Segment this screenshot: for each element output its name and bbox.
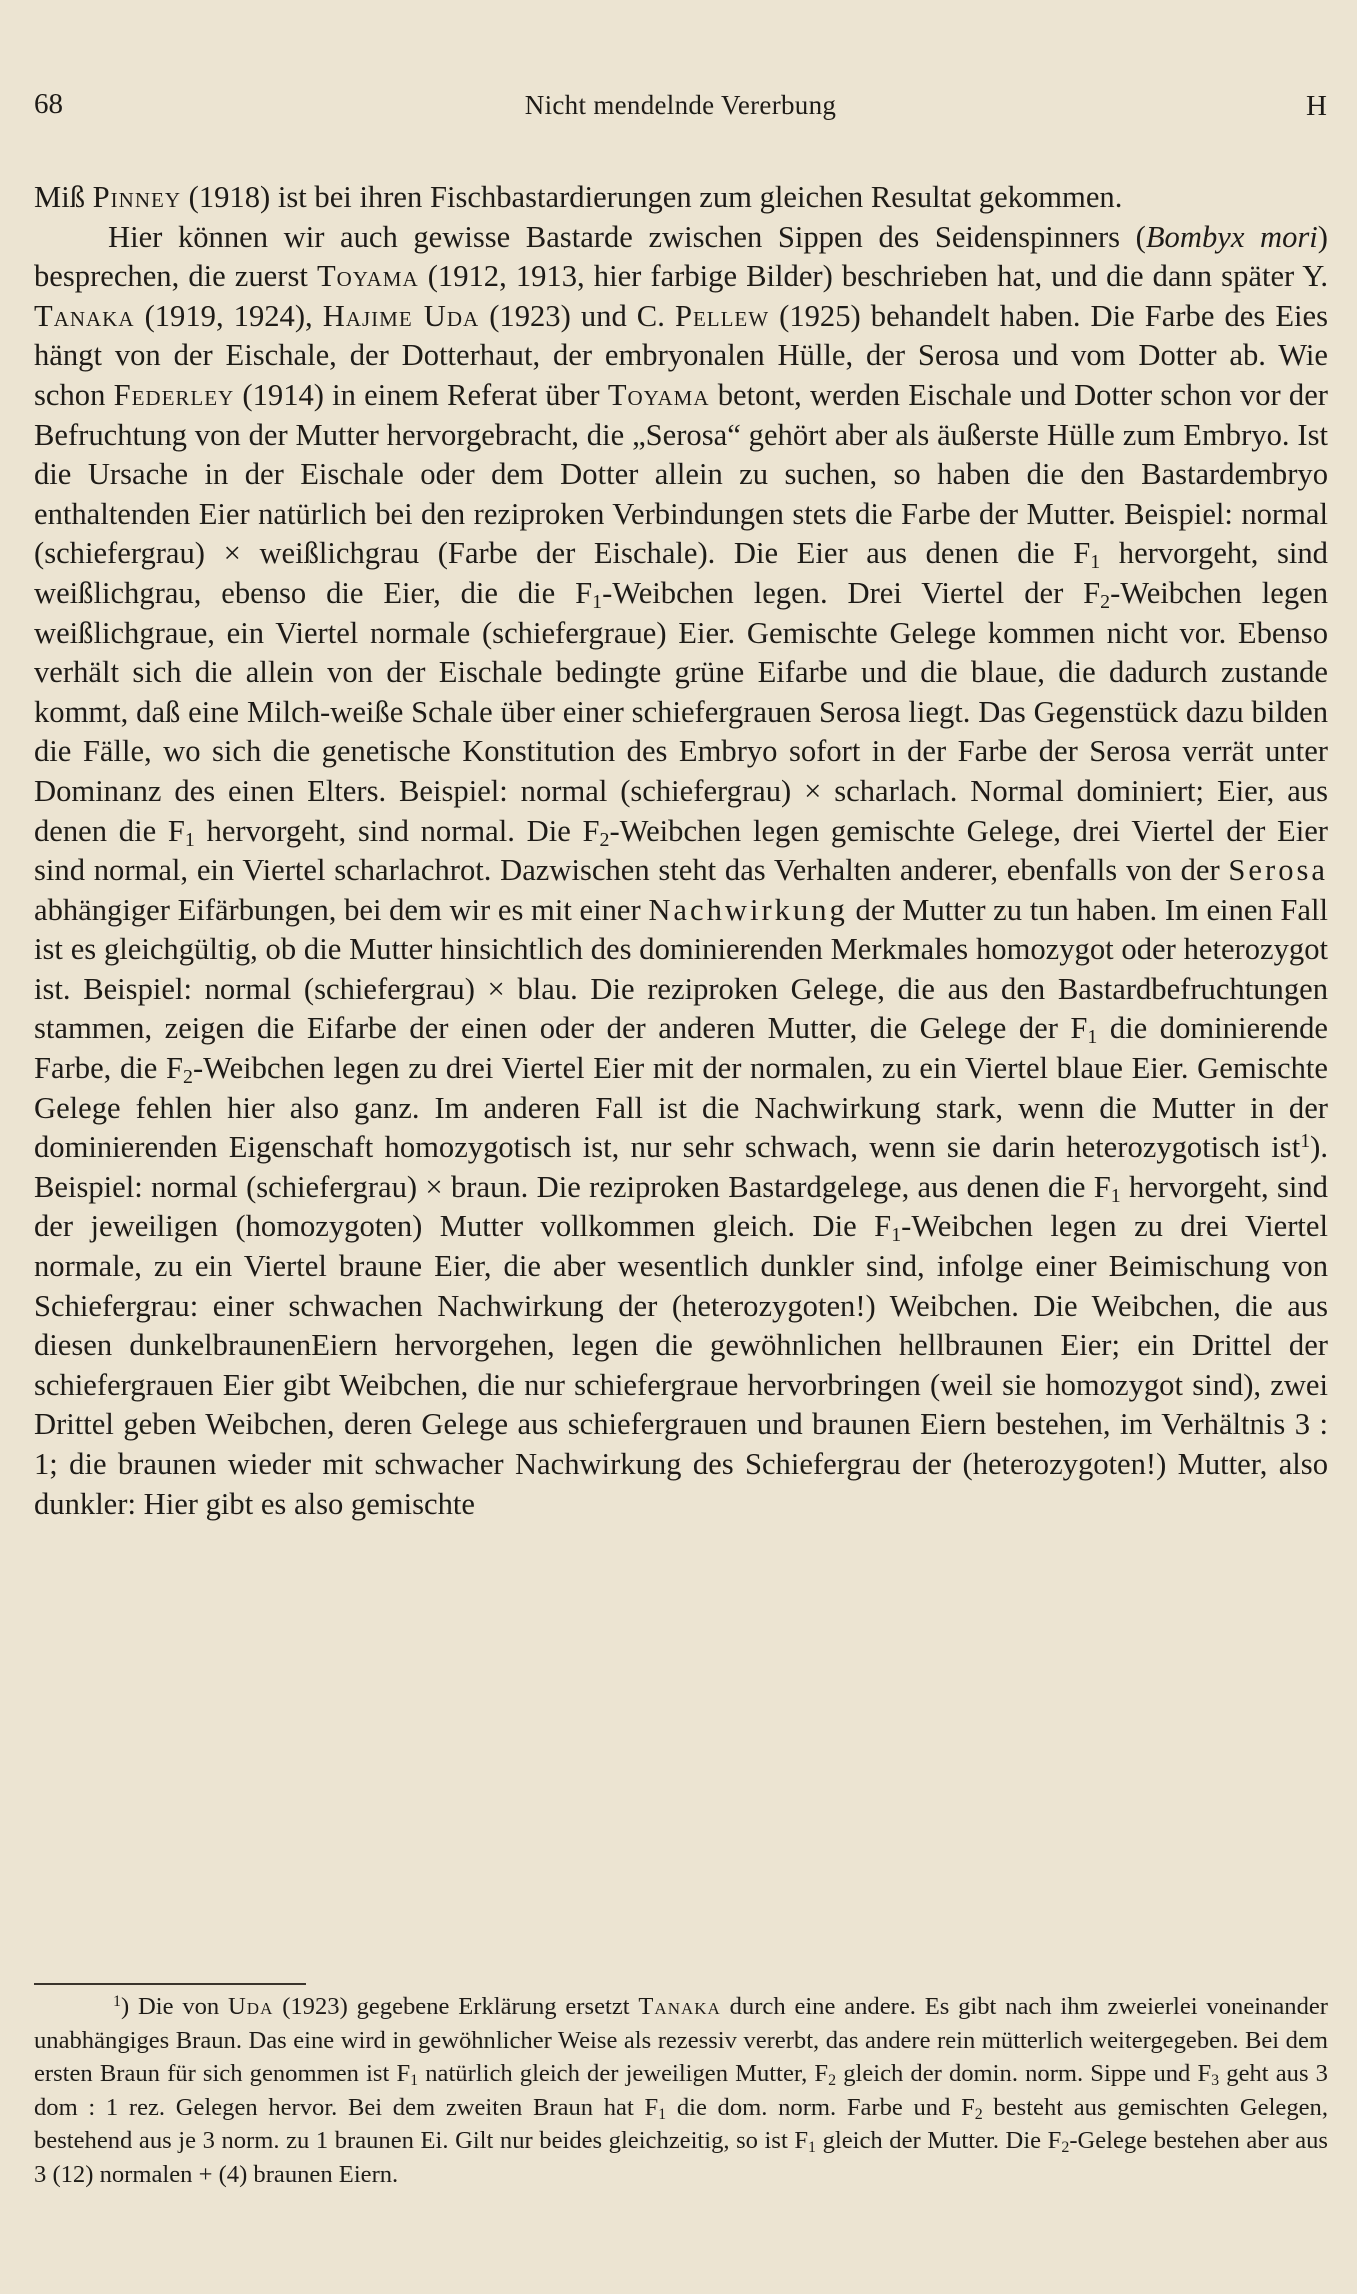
running-title: Nicht mendelnde Vererbung	[524, 90, 837, 120]
paragraph	[34, 218, 1328, 1525]
subscript: 2	[974, 2105, 983, 2123]
footnote-reference[interactable]: 1	[1300, 1130, 1311, 1153]
footnote	[34, 1990, 1328, 2191]
text-run: -Weibchen legen zu drei Viertel Eier mit der normalen, zu ein Viertel blaue Eier. Gemischte Gelege fehlen hier also ganz. Im anderen Fall ist die Nachwirkung stark, wenn die Mutter in der dominierenden Eigenschaft homozygotisch ist, nur sehr schwach, wenn sie darin heterozygotisch ist	[34, 1051, 1328, 1165]
text-run: ) Die von	[121, 1993, 229, 2020]
text-run: -Weibchen legen. Drei Viertel der F	[602, 575, 1101, 610]
footnote-paragraph	[34, 1990, 1328, 2191]
author-name: Toyama	[316, 259, 419, 294]
subscript: 2	[599, 828, 610, 851]
text-run: betont, werden Eischale und Dotter schon vor der Befruchtung von der Mutter hervorgebracht, die „Serosa“ gehört aber als äußerste Hülle zum Embryo. Ist die Ursache in der Eischale oder dem Dotter allein zu suchen, so haben die den Bastardembryo enthaltenden Eier natürlich bei den reziproken Verbindungen stets die Farbe der Mutter. Beispiel: normal (schiefergrau) × weißlichgrau (Farbe der Eischale). Die Eier aus denen die F	[34, 377, 1328, 571]
text-run: die dom. norm. Farbe und F	[666, 2093, 975, 2121]
text-run: ). Beispiel: normal (schiefergrau) × braun. Die reziproken Bastardgelege, aus denen die F	[34, 1130, 1328, 1204]
subscript: 2	[183, 1066, 193, 1089]
text-run: (1914) in einem Referat über	[234, 377, 608, 412]
author-name: Hajime Uda	[322, 298, 480, 333]
text-run: -Weibchen legen zu drei Viertel normale, zu ein Viertel braune Eier, die aber wesentlich dunkler sind, infolge einer Beimischung von Schiefergrau: einer schwachen Nachwirkung der (heterozygoten!) Weibchen. Die Weibchen, die aus diesen dunkelbraunenEiern hervorgehen, legen die gewöhnlichen hellbraunen Eier; ein Drittel der schiefergrauen Eier gibt Weibchen, die nur schiefergraue hervorbringen (weil sie homozygot sind), zwei Drittel geben Weibchen, deren Gelege aus schiefergrauen und braunen Eiern bestehen, im Verhältnis 3 : 1; die braunen wieder mit schwacher Nachwirkung des Schiefergrau der (heterozygoten!) Mutter, also dunkler: Hier gibt es also gemischte	[34, 1209, 1328, 1521]
text-run: hervorgeht, sind normal. Die F	[194, 813, 600, 848]
text-run: (1925) behandelt haben. Die Farbe des Eies hängt von der Eischale, der Dotterhaut, der embryonalen Hülle, der Serosa und vom Dotter ab. Wie schon	[34, 298, 1328, 412]
subscript: 2	[1061, 2138, 1070, 2156]
text-run: (1923) und C.	[479, 298, 675, 333]
text-run: hervorgeht, sind der jeweiligen (homozygoten) Mutter vollkommen gleich. Die F	[34, 1169, 1328, 1244]
author-name: Pellew	[674, 298, 770, 333]
subscript: 1	[891, 1224, 902, 1247]
subscript: 1	[592, 590, 603, 613]
author-name: Tanaka	[638, 1993, 721, 2020]
text-run: hervorgeht, sind weißlichgrau, ebenso die Eier, die die F	[34, 536, 1328, 610]
author-name: Pinney	[92, 180, 181, 214]
text-run: Miß	[34, 180, 93, 214]
subscript: 1	[808, 2138, 817, 2156]
text-run: geht aus 3 dom : 1 rez. Gelegen hervor. Bei dem zweiten Braun hat F	[34, 2060, 1328, 2121]
section-letter: H	[1306, 90, 1327, 122]
author-name: Federley	[113, 377, 235, 412]
text-run: (1923) gegebene Erklärung ersetzt	[273, 1993, 639, 2020]
text-run: ) besprechen, die zuerst	[34, 219, 1328, 294]
page-number: 68	[34, 88, 63, 120]
text-run: -Gelege bestehen aber aus 3 (12) normalen + (4) braunen Eiern.	[34, 2127, 1328, 2188]
text-run: abhängiger Eifärbungen, bei dem wir es mit einer	[34, 892, 649, 927]
author-name: Toyama	[607, 377, 710, 412]
subscript: 2	[828, 2071, 837, 2089]
footnote-rule	[34, 1983, 306, 1985]
spaced-term: Serosa	[1228, 853, 1328, 888]
text-run: -Weibchen legen weißlichgraue, ein Viertel normale (schiefergraue) Eier. Gemischte Gelege kommen nicht vor. Ebenso verhält sich die allein von der Eischale bedingte grüne Eifarbe und die blaue, die dadurch zustande kommt, daß eine Milch-weiße Schale über einer schiefergrauen Serosa liegt. Das Gegenstück dazu bilden die Fälle, wo sich die genetische Konstitution des Embryo sofort in der Farbe der Serosa verrät unter Dominanz des einen Elters. Beispiel: normal (schiefergrau) × scharlach. Normal dominiert; Eier, aus denen die F	[34, 575, 1328, 848]
subscript: 1	[410, 2071, 419, 2089]
spaced-term: Nachwirkung	[648, 892, 848, 927]
author-name: Tanaka	[34, 298, 135, 333]
text-run: -Weibchen legen gemischte Gelege, drei Viertel der Eier sind normal, ein Viertel scharlachrot. Dazwischen steht das Verhalten anderer, ebenfalls von der	[34, 813, 1328, 888]
subscript: 1	[658, 2105, 667, 2123]
text-run: natürlich gleich der jeweiligen Mutter, F	[418, 2060, 829, 2087]
footnote-marker: 1	[113, 1993, 121, 2011]
text-run: (1919, 1924),	[134, 298, 323, 333]
text-run: besteht aus gemischten Gelegen, bestehend aus je 3 norm. zu 1 braunen Ei. Gilt nur beides gleichzeitig, so ist F	[34, 2093, 1328, 2154]
species-name: Bombyx mori	[1145, 219, 1318, 254]
text-run: Hier können wir auch gewisse Bastarde zwischen Sippen des Seidenspinners (	[108, 219, 1146, 254]
text-run: die dominierende Farbe, die F	[34, 1011, 1328, 1086]
subscript: 3	[1211, 2071, 1220, 2089]
main-text	[34, 178, 1328, 1524]
text-run: durch eine andere. Es gibt nach ihm zweierlei voneinander unabhängiges Braun. Das eine wird in gewöhnlicher Weise als rezessiv vererbt, das andere rein mütterlich weitergegeben. Bei dem ersten Braun für sich genommen ist F	[34, 1993, 1328, 2087]
subscript: 1	[1110, 1184, 1121, 1207]
text-run: (1912, 1913, hier farbige Bilder) beschrieben hat, und die dann später Y.	[418, 259, 1328, 294]
subscript: 2	[1100, 590, 1111, 613]
text-run: (1918) ist bei ihren Fischbastardierungen zum gleichen Resultat gekommen.	[181, 180, 1123, 214]
paragraph	[34, 178, 1328, 218]
author-name: Uda	[228, 1993, 274, 2020]
text-run: gleich der Mutter. Die F	[816, 2127, 1062, 2154]
text-run: gleich der domin. norm. Sippe und F	[836, 2060, 1212, 2087]
text-run: der Mutter zu tun haben. Im einen Fall ist es gleichgültig, ob die Mutter hinsichtlich des dominierenden Merkmales homozygot oder heterozygot ist. Beispiel: normal (schiefergrau) × blau. Die reziproken Gelege, die aus den Bastardbefruchtungen stammen, zeigen die Eifarbe der einen oder der anderen Mutter, die Gelege der F	[34, 892, 1328, 1046]
subscript: 1	[1090, 551, 1101, 574]
subscript: 1	[184, 828, 195, 851]
subscript: 1	[1087, 1026, 1098, 1049]
running-header	[34, 88, 1327, 128]
